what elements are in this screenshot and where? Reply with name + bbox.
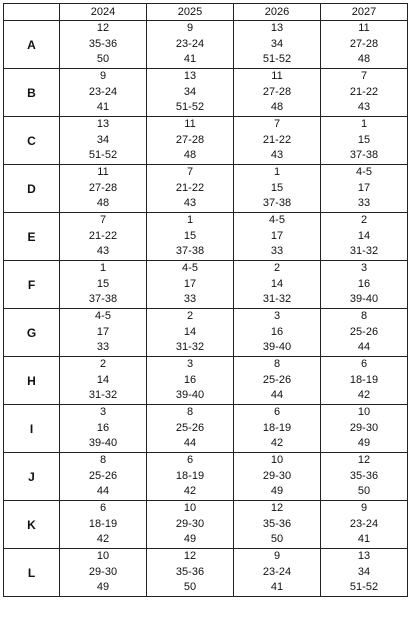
table-cell — [234, 21, 321, 69]
cell-value: 21-22 — [262, 133, 292, 146]
cell-value: 23-24 — [175, 37, 205, 50]
table-cell — [147, 165, 234, 213]
cell-value: 10 — [270, 454, 284, 467]
table-cell — [321, 405, 408, 453]
cell-value: 13 — [183, 70, 197, 83]
row-label: G — [4, 309, 60, 357]
cell-value: 14 — [270, 277, 284, 290]
cell-value: 29-30 — [88, 565, 118, 578]
year-header-2027: 2027 — [321, 4, 408, 21]
table-row — [4, 357, 408, 405]
cell-value: 7 — [99, 214, 107, 227]
table-cell — [321, 261, 408, 309]
cell-value: 37-38 — [349, 149, 379, 162]
table-cell — [147, 549, 234, 597]
cell-value: 25-26 — [349, 325, 379, 338]
table-row — [4, 117, 408, 165]
cell-value: 41 — [96, 101, 110, 114]
table-cell — [147, 405, 234, 453]
row-label: H — [4, 357, 60, 405]
cell-value: 1 — [360, 118, 368, 131]
cell-value: 41 — [357, 533, 371, 546]
table-row — [4, 309, 408, 357]
cell-value: 3 — [99, 406, 107, 419]
cell-value: 50 — [96, 53, 110, 66]
year-header-2026: 2026 — [234, 4, 321, 21]
cell-value: 33 — [183, 293, 197, 306]
cell-value: 1 — [186, 214, 194, 227]
cell-value: 51-52 — [349, 581, 379, 594]
cell-value: 31-32 — [349, 245, 379, 258]
cell-value: 14 — [96, 373, 110, 386]
cell-value: 12 — [357, 454, 371, 467]
cell-value: 25-26 — [88, 469, 118, 482]
table-cell — [147, 69, 234, 117]
table-cell — [234, 261, 321, 309]
table-cell — [60, 405, 147, 453]
cell-value: 15 — [96, 277, 110, 290]
table-cell — [60, 69, 147, 117]
header-row — [4, 4, 408, 21]
year-header-2024: 2024 — [60, 4, 147, 21]
row-label: B — [4, 69, 60, 117]
cell-value: 43 — [357, 101, 371, 114]
cell-value: 6 — [99, 502, 107, 515]
cell-value: 42 — [183, 485, 197, 498]
table-cell — [234, 501, 321, 549]
cell-value: 2 — [360, 214, 368, 227]
row-label: I — [4, 405, 60, 453]
table-body — [4, 21, 408, 597]
row-label: K — [4, 501, 60, 549]
cell-value: 18-19 — [349, 373, 379, 386]
table-cell — [147, 501, 234, 549]
cell-value: 18-19 — [88, 517, 118, 530]
table-row — [4, 405, 408, 453]
cell-value: 33 — [270, 245, 284, 258]
table-cell — [60, 21, 147, 69]
cell-value: 14 — [357, 229, 371, 242]
cell-value: 50 — [357, 485, 371, 498]
cell-value: 18-19 — [175, 469, 205, 482]
cell-value: 35-36 — [175, 565, 205, 578]
cell-value: 48 — [96, 197, 110, 210]
table-header — [4, 4, 408, 21]
cell-value: 4-5 — [182, 262, 198, 275]
cell-value: 3 — [273, 310, 281, 323]
cell-value: 1 — [99, 262, 107, 275]
cell-value: 43 — [270, 149, 284, 162]
table-cell — [321, 501, 408, 549]
cell-value: 37-38 — [175, 245, 205, 258]
cell-value: 37-38 — [262, 197, 292, 210]
cell-value: 14 — [183, 325, 197, 338]
table-cell — [234, 405, 321, 453]
table-cell — [60, 117, 147, 165]
cell-value: 29-30 — [175, 517, 205, 530]
year-header-2025: 2025 — [147, 4, 234, 21]
cell-value: 3 — [360, 262, 368, 275]
cell-value: 18-19 — [262, 421, 292, 434]
cell-value: 44 — [183, 437, 197, 450]
table-cell — [234, 357, 321, 405]
cell-value: 16 — [357, 277, 371, 290]
row-label: C — [4, 117, 60, 165]
cell-value: 49 — [96, 581, 110, 594]
table-cell — [147, 357, 234, 405]
table-cell — [234, 117, 321, 165]
cell-value: 8 — [186, 406, 194, 419]
row-label: E — [4, 213, 60, 261]
cell-value: 10 — [183, 502, 197, 515]
cell-value: 12 — [96, 22, 110, 35]
cell-value: 1 — [273, 166, 281, 179]
cell-value: 21-22 — [349, 85, 379, 98]
cell-value: 33 — [357, 197, 371, 210]
cell-value: 4-5 — [269, 214, 285, 227]
cell-value: 41 — [183, 53, 197, 66]
table-cell — [60, 501, 147, 549]
cell-value: 11 — [358, 22, 370, 35]
cell-value: 15 — [270, 181, 284, 194]
cell-value: 31-32 — [88, 389, 118, 402]
table-cell — [60, 549, 147, 597]
cell-value: 17 — [270, 229, 284, 242]
cell-value: 13 — [96, 118, 110, 131]
cell-value: 27-28 — [262, 85, 292, 98]
row-label: J — [4, 453, 60, 501]
table-cell — [147, 309, 234, 357]
table-cell — [234, 213, 321, 261]
table-cell — [321, 453, 408, 501]
table-cell — [60, 309, 147, 357]
table-cell — [321, 309, 408, 357]
cell-value: 50 — [270, 533, 284, 546]
cell-value: 21-22 — [175, 181, 205, 194]
table-cell — [321, 213, 408, 261]
cell-value: 17 — [357, 181, 371, 194]
table-cell — [234, 453, 321, 501]
cell-value: 4-5 — [95, 310, 111, 323]
cell-value: 6 — [273, 406, 281, 419]
cell-value: 42 — [357, 389, 371, 402]
cell-value: 49 — [357, 437, 371, 450]
cell-value: 4-5 — [356, 166, 372, 179]
cell-value: 7 — [360, 70, 368, 83]
cell-value: 25-26 — [175, 421, 205, 434]
table-row — [4, 213, 408, 261]
table-cell — [321, 165, 408, 213]
cell-value: 50 — [183, 581, 197, 594]
cell-value: 49 — [270, 485, 284, 498]
table-row — [4, 21, 408, 69]
table-cell — [147, 261, 234, 309]
cell-value: 15 — [183, 229, 197, 242]
cell-value: 51-52 — [88, 149, 118, 162]
cell-value: 9 — [99, 70, 107, 83]
cell-value: 34 — [96, 133, 110, 146]
cell-value: 35-36 — [349, 469, 379, 482]
cell-value: 27-28 — [175, 133, 205, 146]
cell-value: 35-36 — [88, 37, 118, 50]
table-cell — [60, 453, 147, 501]
cell-value: 7 — [273, 118, 281, 131]
cell-value: 23-24 — [262, 565, 292, 578]
cell-value: 43 — [96, 245, 110, 258]
cell-value: 21-22 — [88, 229, 118, 242]
table-cell — [321, 69, 408, 117]
cell-value: 23-24 — [88, 85, 118, 98]
table-cell — [60, 357, 147, 405]
cell-value: 37-38 — [88, 293, 118, 306]
cell-value: 12 — [270, 502, 284, 515]
table-cell — [234, 309, 321, 357]
cell-value: 39-40 — [262, 341, 292, 354]
table-row — [4, 501, 408, 549]
cell-value: 48 — [357, 53, 371, 66]
cell-value: 44 — [96, 485, 110, 498]
table-cell — [147, 453, 234, 501]
cell-value: 16 — [183, 373, 197, 386]
table-cell — [60, 165, 147, 213]
cell-value: 27-28 — [349, 37, 379, 50]
cell-value: 29-30 — [262, 469, 292, 482]
cell-value: 41 — [270, 581, 284, 594]
cell-value: 44 — [270, 389, 284, 402]
row-label: F — [4, 261, 60, 309]
cell-value: 2 — [99, 358, 107, 371]
cell-value: 42 — [96, 533, 110, 546]
cell-value: 11 — [97, 166, 109, 179]
cell-value: 2 — [186, 310, 194, 323]
cell-value: 44 — [357, 341, 371, 354]
row-label: L — [4, 549, 60, 597]
cell-value: 8 — [273, 358, 281, 371]
cell-value: 9 — [273, 550, 281, 563]
cell-value: 12 — [183, 550, 197, 563]
cell-value: 8 — [99, 454, 107, 467]
cell-value: 25-26 — [262, 373, 292, 386]
cell-value: 6 — [186, 454, 194, 467]
cell-value: 3 — [186, 358, 194, 371]
cell-value: 17 — [96, 325, 110, 338]
table-cell — [60, 213, 147, 261]
cell-value: 6 — [360, 358, 368, 371]
cell-value: 39-40 — [175, 389, 205, 402]
cell-value: 48 — [270, 101, 284, 114]
cell-value: 2 — [273, 262, 281, 275]
cell-value: 34 — [357, 565, 371, 578]
cell-value: 51-52 — [175, 101, 205, 114]
table-cell — [234, 165, 321, 213]
cell-value: 31-32 — [262, 293, 292, 306]
cell-value: 48 — [183, 149, 197, 162]
cell-value: 31-32 — [175, 341, 205, 354]
cell-value: 9 — [186, 22, 194, 35]
table-cell — [321, 357, 408, 405]
cell-value: 34 — [183, 85, 197, 98]
table-cell — [147, 213, 234, 261]
cell-value: 43 — [183, 197, 197, 210]
cell-value: 16 — [96, 421, 110, 434]
table-cell — [321, 21, 408, 69]
cell-value: 35-36 — [262, 517, 292, 530]
cell-value: 16 — [270, 325, 284, 338]
cell-value: 9 — [360, 502, 368, 515]
cell-value: 39-40 — [88, 437, 118, 450]
cell-value: 42 — [270, 437, 284, 450]
cell-value: 8 — [360, 310, 368, 323]
cell-value: 11 — [271, 70, 283, 83]
table-cell — [60, 261, 147, 309]
table-row — [4, 165, 408, 213]
cell-value: 7 — [186, 166, 194, 179]
cell-value: 10 — [357, 406, 371, 419]
table-cell — [234, 549, 321, 597]
cell-value: 10 — [96, 550, 110, 563]
cell-value: 49 — [183, 533, 197, 546]
table-row — [4, 69, 408, 117]
cell-value: 29-30 — [349, 421, 379, 434]
corner-cell — [4, 4, 60, 21]
cell-value: 13 — [357, 550, 371, 563]
cell-value: 13 — [270, 22, 284, 35]
cell-value: 17 — [183, 277, 197, 290]
cell-value: 23-24 — [349, 517, 379, 530]
table-cell — [321, 117, 408, 165]
table-cell — [147, 21, 234, 69]
cell-value: 11 — [184, 118, 196, 131]
table-cell — [147, 117, 234, 165]
table-cell — [321, 549, 408, 597]
table-row — [4, 261, 408, 309]
cell-value: 39-40 — [349, 293, 379, 306]
cell-value: 27-28 — [88, 181, 118, 194]
table-row — [4, 549, 408, 597]
table-cell — [234, 69, 321, 117]
table-row — [4, 453, 408, 501]
rotation-schedule-table — [3, 3, 408, 597]
cell-value: 15 — [357, 133, 371, 146]
row-label: A — [4, 21, 60, 69]
row-label: D — [4, 165, 60, 213]
cell-value: 34 — [270, 37, 284, 50]
cell-value: 33 — [96, 341, 110, 354]
cell-value: 51-52 — [262, 53, 292, 66]
